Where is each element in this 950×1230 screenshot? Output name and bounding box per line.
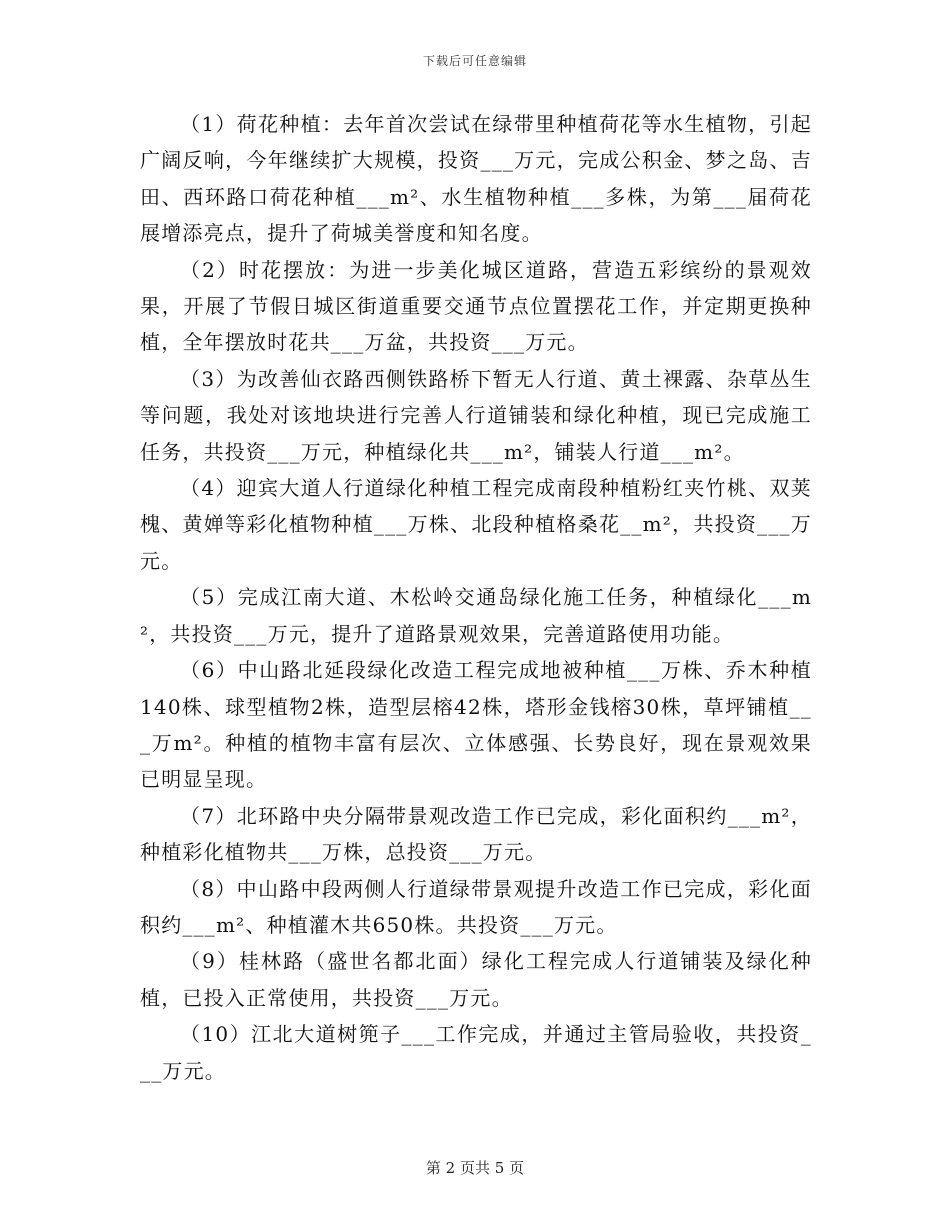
- paragraph-1: （1）荷花种植：去年首次尝试在绿带里种植荷花等水生植物，引起广阔反响，今年继续扩大规模，投资___万元，完成公积金、梦之岛、吉田、西环路口荷花种植___m²、水生植物种植___多株，为第___届荷花展增添亮点，提升了荷城美誉度和知名度。: [140, 112, 812, 246]
- paragraph-7: （7）北环路中央分隔带景观改造工作已完成，彩化面积约___m²，种植彩化植物共___万株，总投资___万元。: [140, 803, 812, 865]
- paragraph-8: （8）中山路中段两侧人行道绿带景观提升改造工作已完成，彩化面积约___m²、种植灌木共650株。共投资___万元。: [140, 876, 812, 937]
- paragraph-3: （3）为改善仙衣路西侧铁路桥下暂无人行道、黄土裸露、杂草丛生等问题，我处对该地块进行完善人行道铺装和绿化种植，现已完成施工任务，共投资___万元，种植绿化共___m²，铺装人行道___m²。: [140, 366, 812, 464]
- document-body: [140, 106, 812, 1089]
- page-footer: 第 2 页共 5 页: [425, 1159, 525, 1177]
- page-header: 下载后可任意编辑: [422, 54, 527, 68]
- paragraph-9: （9）桂林路（盛世名都北面）绿化工程完成人行道铺装及绿化种植，已投入正常使用，共投资___万元。: [140, 949, 812, 1010]
- paragraph-4: （4）迎宾大道人行道绿化种植工程完成南段种植粉红夹竹桃、双荚槐、黄婵等彩化植物种植___万株、北段种植格桑花__m²，共投资___万元。: [140, 476, 812, 573]
- paragraph-6: （6）中山路北延段绿化改造工程完成地被种植___万株、乔木种植140株、球型植物2株，造型层榕42株，塔形金钱榕30株，草坪铺植___万m²。种植的植物丰富有层次、立体感强、长势良好，现在景观效果已明显呈现。: [140, 658, 812, 792]
- paragraph-2: （2）时花摆放：为进一步美化城区道路，营造五彩缤纷的景观效果，开展了节假日城区街道重要交通节点位置摆花工作，并定期更换种植，全年摆放时花共___万盆，共投资___万元。: [140, 257, 812, 355]
- paragraph-5: （5）完成江南大道、木松岭交通岛绿化施工任务，种植绿化___m²，共投资___万元，提升了道路景观效果，完善道路使用功能。: [140, 585, 812, 646]
- paragraph-10: （10）江北大道树篼子___工作完成，并通过主管局验收，共投资___万元。: [140, 1022, 812, 1083]
